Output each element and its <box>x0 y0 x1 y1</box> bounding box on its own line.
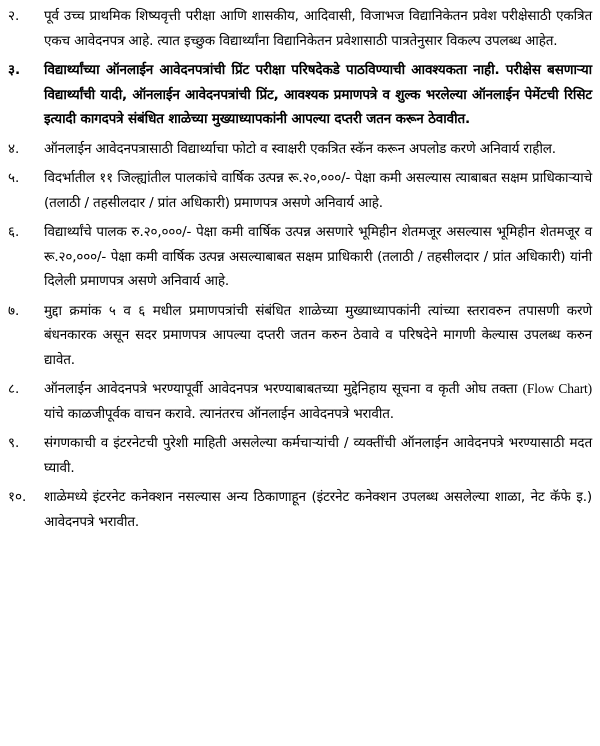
instruction-item-4 <box>8 137 592 162</box>
instruction-item-3 <box>8 58 592 132</box>
item-text: विद्यार्थ्यांचे पालक रु.२०,०००/- पेक्षा कमी वार्षिक उत्पन्न असणारे भूमिहीन शेतमजूर असल्यास भूमिहीन शेतमजूर व रू.२०,०००/- पेक्षा कमी वार्षिक उत्पन्न असल्याबाबत सक्षम प्राधिकारी (तलाठी / तहसीलदार / प्रांत अधिकारी) यांनी दिलेली प्रमाणपत्र असणे अनिवार्य आहे. <box>44 224 592 289</box>
flow-chart-term: (Flow Chart) <box>522 381 592 396</box>
item-number: ३. <box>8 62 21 78</box>
item-number: १०. <box>8 489 27 505</box>
item-number: ४. <box>8 140 20 157</box>
instruction-item-2 <box>8 4 592 53</box>
item-number: ७. <box>8 302 20 319</box>
item-number: ५. <box>8 170 20 186</box>
item-text: विद्यार्थ्यांच्या ऑनलाईन आवेदनपत्रांची प्रिंट परीक्षा परिषदेकडे पाठविण्याची आवश्यकता नाही. परीक्षेस बसणाऱ्या विद्यार्थ्यांची यादी, ऑनलाईन आवेदनपत्रांची प्रिंट, आवश्यक प्रमाणपत्रे व शुल्क भरलेल्या ऑनलाईन पेमेंटची रिसिट इत्यादी कागदपत्रे संबंधित शाळेच्या मुख्याध्यापकांनी आपल्या दप्तरी जतन करून ठेवावीत. <box>44 62 592 127</box>
item-text-part: ऑनलाईन आवेदनपत्रे भरण्यापूर्वी आवेदनपत्र भरण्याबाबतच्या मुद्देनिहाय सूचना व कृती ओघ तक्ता <box>44 381 523 397</box>
item-number: ९. <box>8 435 20 451</box>
item-text <box>44 377 592 426</box>
instruction-item-6 <box>8 220 592 294</box>
instruction-item-9 <box>8 431 592 480</box>
instruction-item-7 <box>8 299 592 373</box>
item-text: विदर्भातील ११ जिल्ह्यांतील पालकांचे वार्षिक उत्पन्न रू.२०,०००/- पेक्षा कमी असल्यास त्याबाबत सक्षम प्राधिकाऱ्याचे (तलाठी / तहसीलदार / प्रांत अधिकारी) प्रमाणपत्र असणे अनिवार्य आहे. <box>44 170 592 211</box>
item-text: मुद्दा क्रमांक ५ व ६ मधील प्रमाणपत्रांची संबंधित शाळेच्या मुख्याध्यापकांनी त्यांच्या स्तरावरुन तपासणी करणे बंधनकारक असून सदर प्रमाणपत्र आपल्या दप्तरी जतन करुन ठेवावे व परिषदेने मागणी केल्यास उपलब्ध करुन द्यावेत. <box>44 302 592 368</box>
item-text: शाळेमध्ये इंटरनेट कनेक्शन नसल्यास अन्य ठिकाणाहून (इंटरनेट कनेक्शन उपलब्ध असलेल्या शाळा, नेट कॅफे इ.) आवेदनपत्रे भरावीत. <box>44 489 592 530</box>
instruction-item-8 <box>8 377 592 426</box>
instruction-item-5 <box>8 166 592 215</box>
item-number: २. <box>8 8 20 24</box>
item-text: पूर्व उच्च प्राथमिक शिष्यवृत्ती परीक्षा आणि शासकीय, आदिवासी, विजाभज विद्यानिकेतन प्रवेश परीक्षेसाठी एकत्रित एकच आवेदनपत्र आहे. त्यात इच्छुक विद्यार्थ्यांना विद्यानिकेतन प्रवेशासाठी पात्रतेनुसार विकल्प उपलब्ध आहेत. <box>44 8 592 49</box>
item-number: ६. <box>8 224 20 240</box>
item-text: ऑनलाईन आवेदनपत्रासाठी विद्यार्थ्याचा फोटो व स्वाक्षरी एकत्रित स्कॅन करून अपलोड करणे अनिवार्य राहील. <box>44 140 556 157</box>
item-text-part: यांचे काळजीपूर्वक वाचन करावे. त्यानंतरच ऑनलाईन आवेदनपत्रे भरावीत. <box>44 405 394 422</box>
item-number: ८. <box>8 381 20 397</box>
instruction-item-10 <box>8 485 592 534</box>
item-text: संगणकाची व इंटरनेटची पुरेशी माहिती असलेल्या कर्मचाऱ्यांची / व्यक्तींची ऑनलाईन आवेदनपत्रे भरण्यासाठी मदत घ्यावी. <box>44 435 592 476</box>
